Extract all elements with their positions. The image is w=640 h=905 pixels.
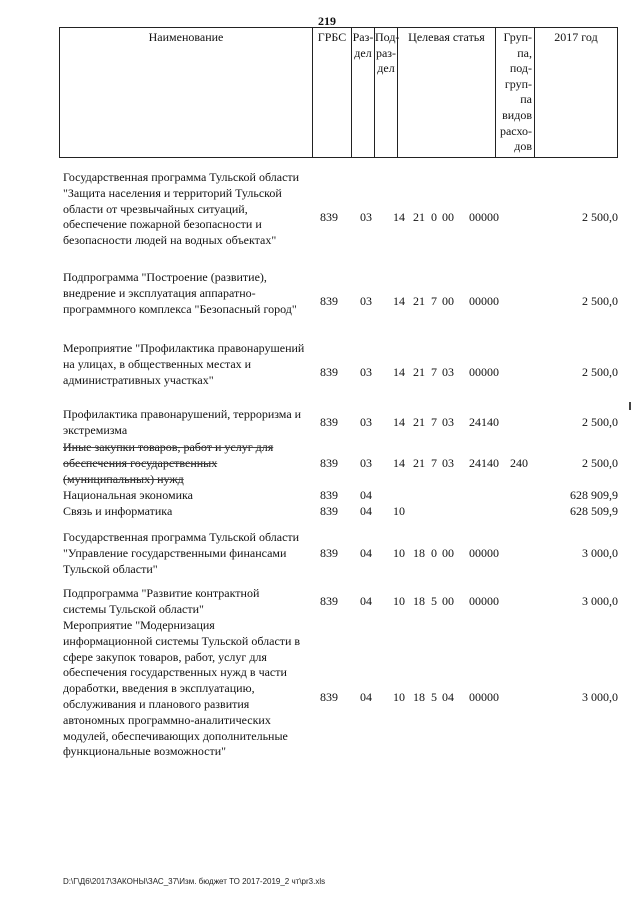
page-number: 219 bbox=[318, 14, 336, 28]
header-gruppa-line: Груп- bbox=[503, 30, 532, 44]
header-gruppa-line: па, bbox=[517, 45, 532, 60]
row-name: Государственная программа Тульской области "Защита населения и территорий Тульской области от чрезвычайных ситуаций, обеспечение пожарной безопасности и безопасности людей на водных объектах" bbox=[63, 170, 300, 248]
row-grbs: 839 bbox=[320, 456, 338, 470]
header-podrazdel-line: дел bbox=[377, 61, 395, 76]
row-target-direction: 24140 bbox=[469, 456, 499, 470]
row-podrazdel: 14 bbox=[393, 456, 405, 470]
row-gruppa: 240 bbox=[510, 456, 528, 470]
row-name: Связь и информатика bbox=[63, 504, 173, 518]
row-amount: 2 500,0 bbox=[582, 210, 618, 224]
row-amount: 3 000,0 bbox=[582, 594, 618, 608]
row-name-text: Профилактика правонарушений, терроризма и экстремизма bbox=[63, 407, 302, 437]
row-target-program: 21 bbox=[413, 415, 425, 429]
row-target-program: 18 bbox=[413, 690, 425, 704]
row-razdel: 03 bbox=[360, 210, 372, 224]
row-podrazdel: 14 bbox=[393, 365, 405, 379]
row-podrazdel: 10 bbox=[393, 690, 405, 704]
row-grbs: 839 bbox=[320, 294, 338, 308]
row-target-event: 03 bbox=[442, 415, 454, 429]
row-target-subprogram: 0 bbox=[431, 546, 437, 560]
header-gruppa-line: видов bbox=[502, 107, 532, 122]
row-target-subprogram: 0 bbox=[431, 210, 437, 224]
row-podrazdel: 10 bbox=[393, 594, 405, 608]
header-gruppa-line: дов bbox=[514, 139, 532, 154]
header-podrazdel bbox=[374, 27, 400, 158]
header-year: 2017 год bbox=[534, 27, 618, 158]
row-target-program: 21 bbox=[413, 365, 425, 379]
header-grbs: ГРБС bbox=[312, 27, 351, 158]
row-target-subprogram: 7 bbox=[431, 415, 437, 429]
row-target-event: 03 bbox=[442, 365, 454, 379]
header-target: Целевая статья bbox=[397, 27, 495, 158]
row-amount: 2 500,0 bbox=[582, 415, 618, 429]
row-amount: 2 500,0 bbox=[582, 365, 618, 379]
row-grbs: 839 bbox=[320, 594, 338, 608]
header-podrazdel-line: Под- bbox=[375, 30, 400, 44]
scan-edge-mark bbox=[629, 402, 631, 410]
header-gruppa-line: расхо- bbox=[499, 123, 532, 138]
file-path-footer: D:\Г\Д6\2017\ЗАКОНЫ\ЗАС_37\Изм. бюджет ТО 2017-2019_2 чт\pr3.xls bbox=[63, 877, 326, 886]
row-podrazdel: 10 bbox=[393, 546, 405, 560]
row-grbs: 839 bbox=[320, 415, 338, 429]
header-gruppa-line: под- bbox=[509, 61, 532, 76]
row-target-direction: 00000 bbox=[469, 210, 499, 224]
header-razdel-line: Раз- bbox=[352, 30, 374, 44]
table-header bbox=[59, 27, 618, 158]
row-podrazdel: 14 bbox=[393, 294, 405, 308]
header-gruppa-line: груп- bbox=[504, 76, 532, 91]
row-amount: 2 500,0 bbox=[582, 294, 618, 308]
row-grbs: 839 bbox=[320, 690, 338, 704]
row-target-program: 21 bbox=[413, 294, 425, 308]
row-razdel: 03 bbox=[360, 456, 372, 470]
row-target-event: 03 bbox=[442, 456, 454, 470]
row-name: Мероприятие "Модернизация информационной системы Тульской области в сфере закупок товаров, работ, услуг для обеспечения государственных нужд в части доработки, введения в эксплуатацию, обслуживания и планового развития автономных программно-аналитических модулей, обеспечивающих дополнительные функциональные возможности" bbox=[63, 618, 301, 759]
header-gruppa-line: па bbox=[520, 92, 532, 107]
row-target-subprogram: 7 bbox=[431, 456, 437, 470]
row-amount: 628 909,9 bbox=[570, 488, 618, 502]
row-razdel: 03 bbox=[360, 294, 372, 308]
row-target-subprogram: 5 bbox=[431, 594, 437, 608]
row-razdel: 04 bbox=[360, 546, 372, 560]
row-podrazdel: 14 bbox=[393, 210, 405, 224]
row-target-subprogram: 7 bbox=[431, 294, 437, 308]
header-podrazdel-line: раз- bbox=[375, 45, 397, 60]
row-target-direction: 00000 bbox=[469, 294, 499, 308]
row-razdel: 04 bbox=[360, 594, 372, 608]
row-razdel: 03 bbox=[360, 365, 372, 379]
row-target-direction: 00000 bbox=[469, 546, 499, 560]
row-target-direction: 00000 bbox=[469, 365, 499, 379]
row-target-program: 18 bbox=[413, 594, 425, 608]
row-name: Подпрограмма "Построение (развитие), внедрение и эксплуатация аппаратно-программного комплекса "Безопасный город" bbox=[63, 270, 297, 316]
header-gruppa bbox=[495, 27, 534, 158]
row-target-program: 18 bbox=[413, 546, 425, 560]
row-target-event: 00 bbox=[442, 210, 454, 224]
row-podrazdel: 14 bbox=[393, 415, 405, 429]
row-podrazdel: 10 bbox=[393, 504, 405, 518]
row-amount: 628 509,9 bbox=[570, 504, 618, 518]
row-razdel: 04 bbox=[360, 504, 372, 518]
row-grbs: 839 bbox=[320, 488, 338, 502]
row-target-event: 04 bbox=[442, 690, 454, 704]
row-amount: 3 000,0 bbox=[582, 690, 618, 704]
row-target-direction: 00000 bbox=[469, 690, 499, 704]
row-target-event: 00 bbox=[442, 594, 454, 608]
row-target-program: 21 bbox=[413, 456, 425, 470]
row-grbs: 839 bbox=[320, 210, 338, 224]
row-razdel: 04 bbox=[360, 690, 372, 704]
row-name: Государственная программа Тульской области "Управление государственными финансами Тульской области" bbox=[63, 530, 300, 576]
row-razdel: 04 bbox=[360, 488, 372, 502]
row-target-event: 00 bbox=[442, 546, 454, 560]
header-razdel bbox=[351, 27, 374, 158]
row-razdel: 03 bbox=[360, 415, 372, 429]
row-amount: 2 500,0 bbox=[582, 456, 618, 470]
row-target-direction: 24140 bbox=[469, 415, 499, 429]
row-grbs: 839 bbox=[320, 504, 338, 518]
row-grbs: 839 bbox=[320, 365, 338, 379]
row-target-program: 21 bbox=[413, 210, 425, 224]
header-razdel-line: дел bbox=[354, 45, 372, 60]
row-target-direction: 00000 bbox=[469, 594, 499, 608]
row-amount: 3 000,0 bbox=[582, 546, 618, 560]
row-name: Национальная экономика bbox=[63, 488, 193, 502]
row-target-subprogram: 5 bbox=[431, 690, 437, 704]
row-name bbox=[63, 407, 305, 439]
row-name: Мероприятие "Профилактика правонарушений на улицах, в общественных местах и административных участках" bbox=[63, 341, 305, 387]
row-grbs: 839 bbox=[320, 546, 338, 560]
row-target-event: 00 bbox=[442, 294, 454, 308]
row-target-subprogram: 7 bbox=[431, 365, 437, 379]
row-name: Подпрограмма "Развитие контрактной системы Тульской области" bbox=[63, 586, 260, 616]
row-name: Иные закупки товаров, работ и услуг для обеспечения государственных (муниципальных) нужд bbox=[63, 440, 274, 486]
header-name: Наименование bbox=[59, 27, 312, 158]
